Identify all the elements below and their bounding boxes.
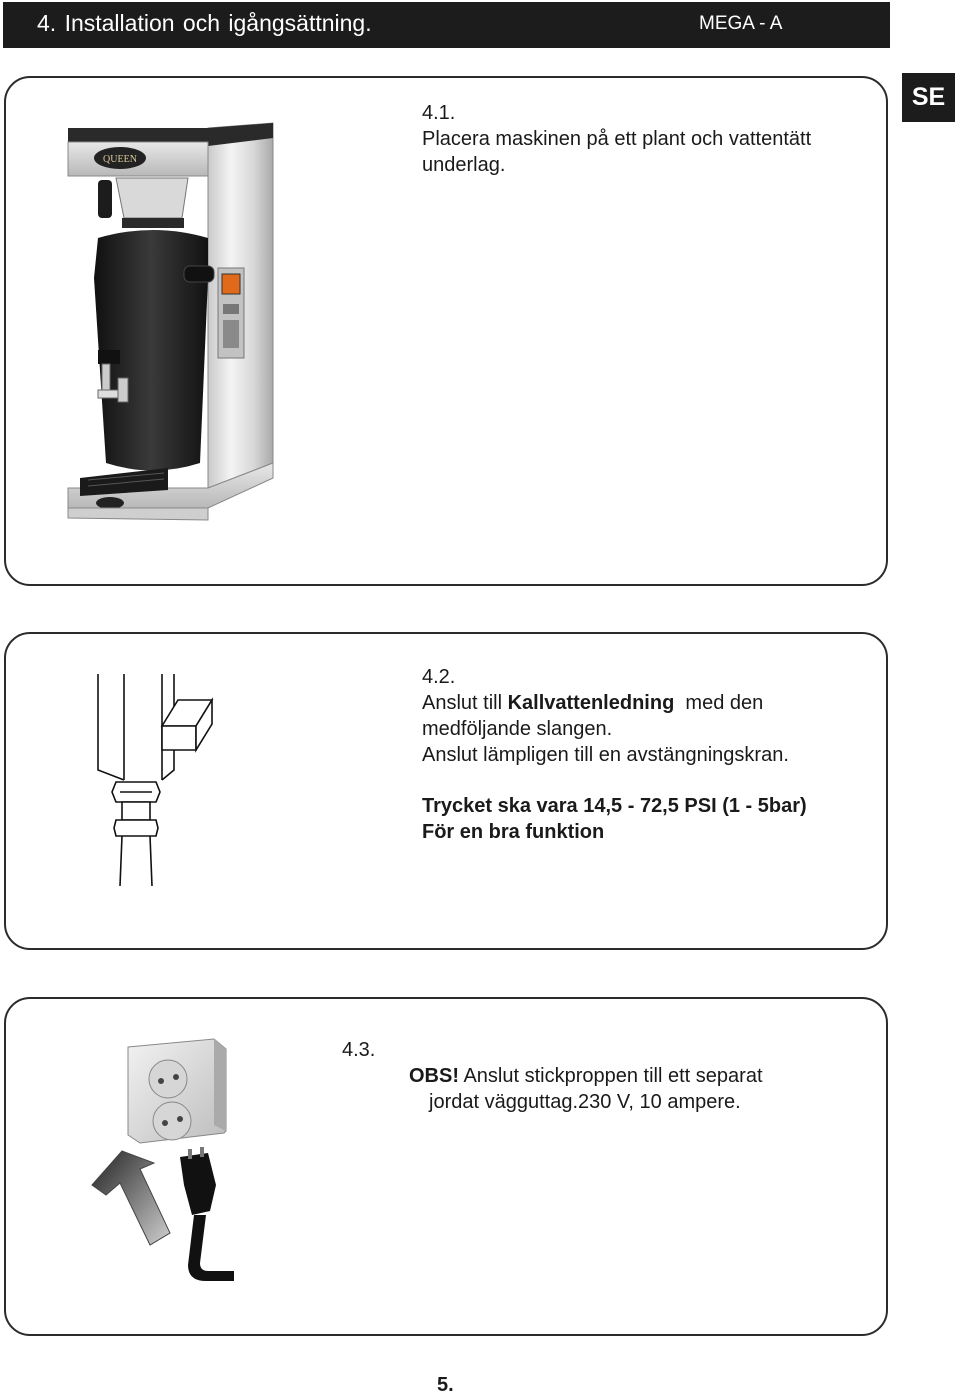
coffee-machine-illustration — [58, 118, 298, 578]
water-valve-illustration — [94, 670, 224, 900]
model-name: MEGA - A — [699, 13, 783, 34]
panel-step-4-2 — [4, 632, 888, 950]
section-title: 4. Installation och igångsättning. — [37, 10, 372, 36]
instruction-line: medföljande slangen. — [422, 718, 613, 740]
page-header — [3, 2, 890, 48]
language-tab: SE — [902, 73, 955, 122]
pressure-note: Trycket ska vara 14,5 - 72,5 PSI (1 - 5bar) — [422, 795, 807, 817]
pressure-note: För en bra funktion — [422, 821, 605, 843]
step-number: 4.2. — [422, 666, 456, 688]
obs-label: OBS! — [409, 1065, 459, 1087]
instruction-text: med den — [674, 692, 764, 714]
step-number: 4.1. — [422, 102, 456, 124]
emphasis-text: Kallvattenledning — [507, 692, 675, 714]
instruction-line: underlag. — [422, 154, 506, 176]
panel-step-4-1 — [4, 76, 888, 586]
panel-step-4-3 — [4, 997, 888, 1336]
instruction-text: Anslut till — [422, 692, 508, 714]
logo-text: QUEEN — [103, 154, 137, 165]
instruction-line: Anslut lämpligen till en avstängningskran. — [422, 744, 789, 766]
instruction-line — [422, 690, 763, 716]
page-number: 5. — [437, 1374, 454, 1396]
step-number: 4.3. — [342, 1039, 376, 1061]
instruction-line: Placera maskinen på ett plant och vattentätt — [422, 128, 812, 150]
wall-outlet-plug-illustration — [84, 1035, 254, 1295]
instruction-line — [409, 1063, 763, 1089]
instruction-line: jordat vägguttag.230 V, 10 ampere. — [429, 1091, 741, 1113]
instruction-text: Anslut stickproppen till ett separat — [459, 1065, 763, 1087]
